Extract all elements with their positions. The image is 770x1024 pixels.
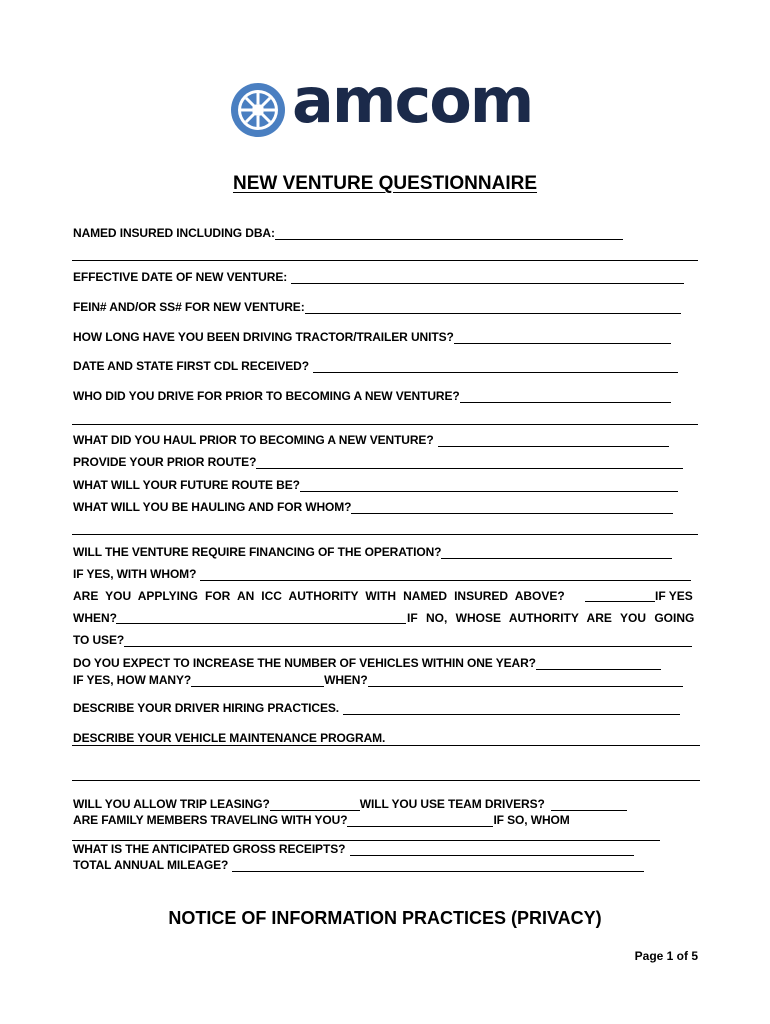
drive-for-prior-field[interactable] xyxy=(73,389,671,403)
named-insured-field[interactable] xyxy=(73,226,623,240)
increase-vehicles-field[interactable] xyxy=(73,656,661,670)
effective-date-label: EFFECTIVE DATE OF NEW VENTURE: xyxy=(73,270,288,284)
increase-vehicles-label: DO YOU EXPECT TO INCREASE THE NUMBER OF VEHICLES WITHIN ONE YEAR? xyxy=(73,656,536,670)
prior-route-blank[interactable] xyxy=(256,456,683,469)
hauling-for-whom-field[interactable] xyxy=(73,500,673,514)
privacy-notice-heading: NOTICE OF INFORMATION PRACTICES (PRIVACY) xyxy=(168,908,602,928)
haul-prior-label: WHAT DID YOU HAUL PRIOR TO BECOMING A NEW VENTURE? xyxy=(73,433,434,447)
gross-receipts-field[interactable] xyxy=(73,842,634,856)
future-route-blank[interactable] xyxy=(300,479,678,492)
team-drivers-label: WILL YOU USE TEAM DRIVERS? xyxy=(359,797,545,811)
increase-vehicles-blank[interactable] xyxy=(536,657,661,670)
first-cdl-blank[interactable] xyxy=(313,360,678,373)
trip-leasing-blank[interactable] xyxy=(270,798,360,811)
first-cdl-field[interactable] xyxy=(73,359,678,373)
hauling-for-whom-label: WHAT WILL YOU BE HAULING AND FOR WHOM? xyxy=(73,500,352,514)
financing-field[interactable] xyxy=(73,545,672,559)
icc-authority-label: ARE YOU APPLYING FOR AN ICC AUTHORITY WITH NAMED INSURED ABOVE? xyxy=(73,589,565,603)
annual-mileage-blank[interactable] xyxy=(232,859,644,872)
haul-prior-blank[interactable] xyxy=(438,434,669,447)
annual-mileage-label: TOTAL ANNUAL MILEAGE? xyxy=(73,858,229,872)
hauling-extra-line[interactable] xyxy=(72,534,698,535)
family-blank[interactable] xyxy=(347,814,493,827)
how-many-label: IF YES, HOW MANY? xyxy=(73,673,192,687)
drive-for-prior-extra-line[interactable] xyxy=(72,424,698,425)
fein-label: FEIN# AND/OR SS# FOR NEW VENTURE: xyxy=(73,300,305,314)
drive-for-prior-label: WHO DID YOU DRIVE FOR PRIOR TO BECOMING A NEW VENTURE? xyxy=(73,389,460,403)
maintenance-field[interactable] xyxy=(73,731,385,745)
logo-wordmark: amcom xyxy=(292,64,533,137)
icc-to-use-field[interactable] xyxy=(73,633,692,647)
future-route-label: WHAT WILL YOUR FUTURE ROUTE BE? xyxy=(73,478,300,492)
financing-label: WILL THE VENTURE REQUIRE FINANCING OF THE OPERATION? xyxy=(73,545,442,559)
maintenance-line-1[interactable] xyxy=(72,745,700,746)
maintenance-label: DESCRIBE YOUR VEHICLE MAINTENANCE PROGRAM. xyxy=(73,731,386,745)
wheel-icon xyxy=(230,82,286,138)
page-number: Page 1 of 5 xyxy=(634,949,698,963)
fein-field[interactable] xyxy=(73,300,681,314)
hiring-field[interactable] xyxy=(73,701,680,715)
first-cdl-label: DATE AND STATE FIRST CDL RECEIVED? xyxy=(73,359,309,373)
family-extra-line[interactable] xyxy=(72,840,660,841)
named-insured-label: NAMED INSURED INCLUDING DBA: xyxy=(73,226,275,240)
financing-blank[interactable] xyxy=(441,546,672,559)
hiring-label: DESCRIBE YOUR DRIVER HIRING PRACTICES. xyxy=(73,701,340,715)
prior-route-field[interactable] xyxy=(73,455,683,469)
how-long-driving-blank[interactable] xyxy=(454,331,671,344)
financing-whom-field[interactable] xyxy=(73,567,691,581)
trip-leasing-label: WILL YOU ALLOW TRIP LEASING? xyxy=(73,797,270,811)
family-label: ARE FAMILY MEMBERS TRAVELING WITH YOU? xyxy=(73,813,348,827)
fein-blank[interactable] xyxy=(305,301,681,314)
drive-for-prior-blank[interactable] xyxy=(460,390,671,403)
effective-date-blank[interactable] xyxy=(291,271,684,284)
icc-authority-blank[interactable] xyxy=(585,589,655,602)
page-title: NEW VENTURE QUESTIONNAIRE xyxy=(232,173,538,194)
named-insured-blank[interactable] xyxy=(275,227,623,240)
when-label: WHEN? xyxy=(324,673,368,687)
amcom-logo xyxy=(230,64,540,142)
financing-whom-label: IF YES, WITH WHOM? xyxy=(73,567,197,581)
icc-when-label: WHEN? xyxy=(73,611,117,625)
when-blank[interactable] xyxy=(368,674,683,687)
how-long-driving-label: HOW LONG HAVE YOU BEEN DRIVING TRACTOR/TRAILER UNITS? xyxy=(73,330,454,344)
icc-if-yes-label: IF YES xyxy=(655,589,693,603)
how-long-driving-field[interactable] xyxy=(73,330,671,344)
maintenance-line-2[interactable] xyxy=(72,780,700,781)
annual-mileage-field[interactable] xyxy=(73,858,644,872)
hiring-blank[interactable] xyxy=(343,702,680,715)
icc-when-blank[interactable] xyxy=(116,611,406,624)
if-so-whom-label: IF SO, WHOM xyxy=(493,813,570,827)
effective-date-field[interactable] xyxy=(73,270,684,284)
icc-if-no-label: IF NO, WHOSE AUTHORITY ARE YOU GOING xyxy=(407,611,695,625)
trip-leasing-field[interactable] xyxy=(73,797,627,811)
future-route-field[interactable] xyxy=(73,478,678,492)
gross-receipts-blank[interactable] xyxy=(350,843,634,856)
financing-whom-blank[interactable] xyxy=(200,568,691,581)
how-many-when-field[interactable] xyxy=(73,673,683,687)
haul-prior-field[interactable] xyxy=(73,433,669,447)
hauling-for-whom-blank[interactable] xyxy=(351,501,673,514)
icc-to-use-blank[interactable] xyxy=(124,634,692,647)
team-drivers-blank[interactable] xyxy=(551,798,627,811)
how-many-blank[interactable] xyxy=(191,674,324,687)
named-insured-extra-line[interactable] xyxy=(72,260,698,261)
gross-receipts-label: WHAT IS THE ANTICIPATED GROSS RECEIPTS? xyxy=(73,842,346,856)
icc-to-use-label: TO USE? xyxy=(73,633,125,647)
prior-route-label: PROVIDE YOUR PRIOR ROUTE? xyxy=(73,455,257,469)
family-field[interactable] xyxy=(73,813,570,827)
